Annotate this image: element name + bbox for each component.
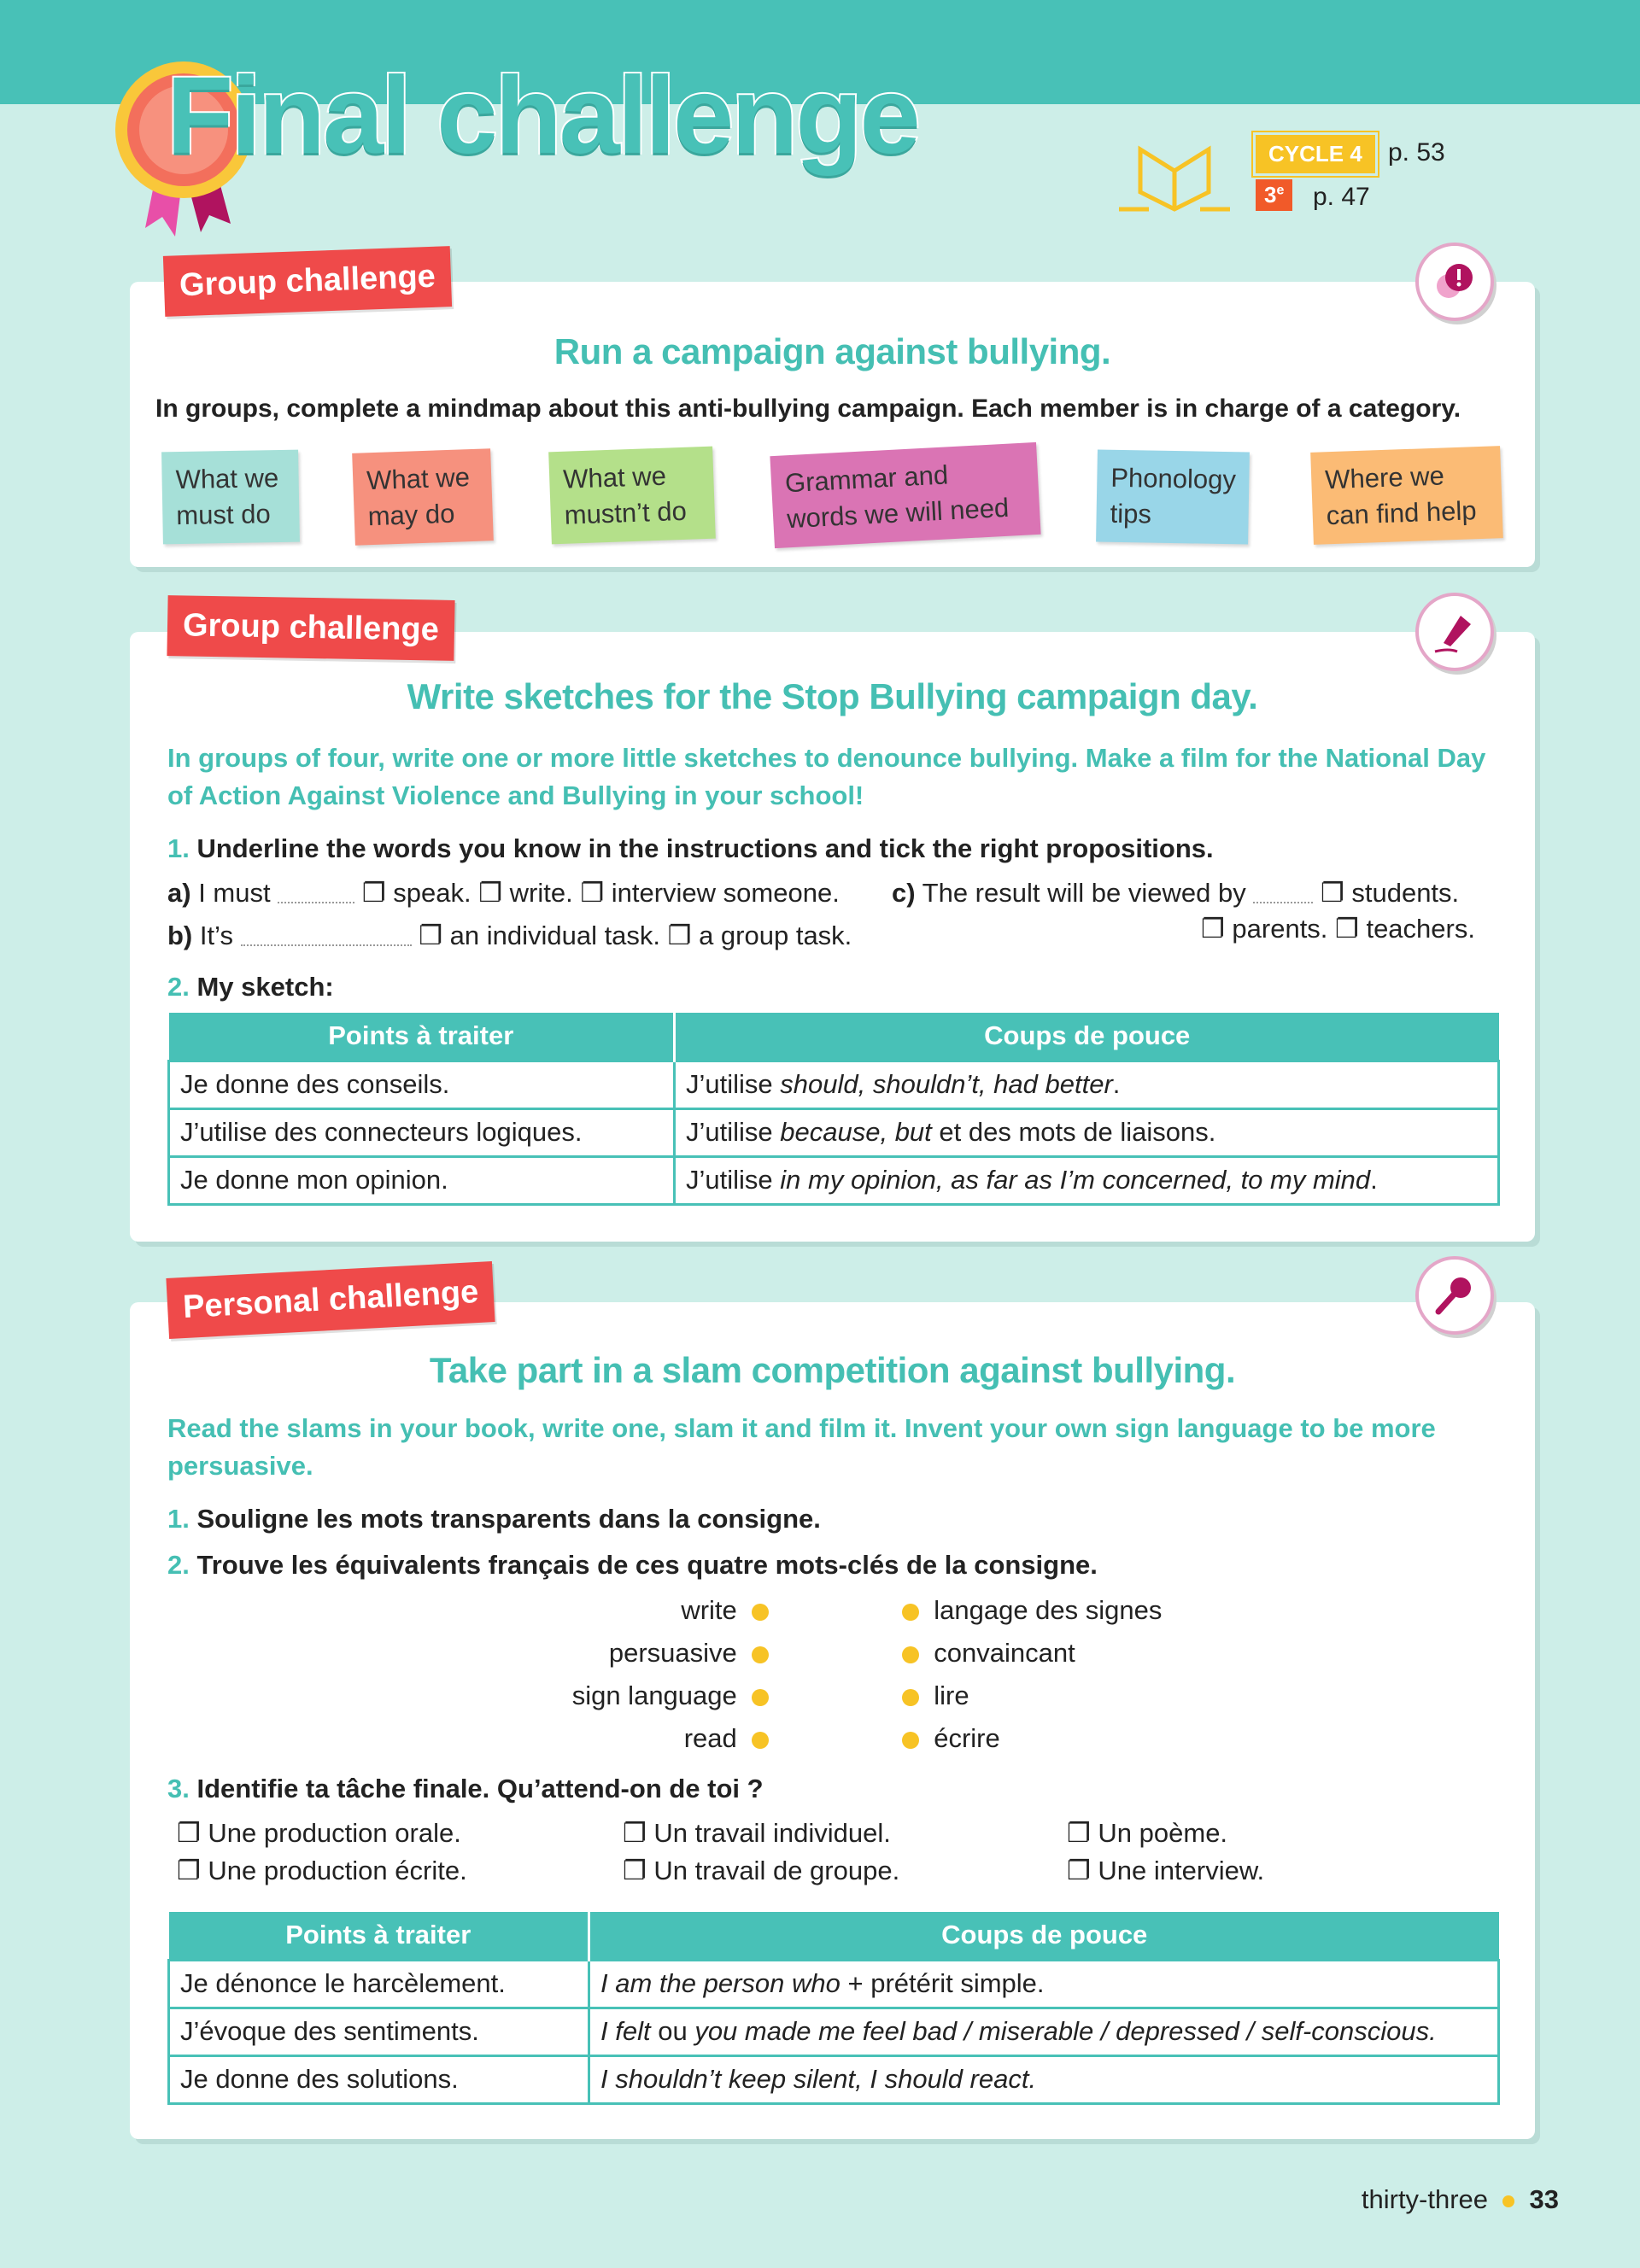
- checkbox-option[interactable]: ❐ speak.: [361, 878, 472, 908]
- item-a: [167, 878, 840, 909]
- personal-challenge-card: [130, 1273, 1535, 2139]
- challenge-tag: Group challenge: [163, 246, 452, 317]
- blank-line[interactable]: [1253, 886, 1313, 903]
- question-text: Souligne les mots transparents dans la consigne.: [196, 1504, 821, 1534]
- cell-text: J’utilise: [686, 1117, 781, 1147]
- question-text: Identifie ta tâche finale. Qu’attend-on de toi ?: [196, 1774, 764, 1803]
- cell-italic: should, shouldn’t, had better: [780, 1069, 1113, 1099]
- cell-italic: I shouldn’t keep silent, I should react.: [600, 2064, 1037, 2094]
- question-text: My sketch:: [196, 972, 334, 1002]
- sticky-note: [1096, 449, 1250, 544]
- options-col-2: [623, 1815, 899, 1890]
- page-footer: [1362, 2184, 1559, 2215]
- question-number: 1.: [167, 1504, 190, 1534]
- group-challenge-card-1: [130, 258, 1535, 567]
- item-label: c): [892, 878, 916, 908]
- item-label: b): [167, 921, 193, 950]
- cell-text: .: [1112, 1069, 1121, 1099]
- match-dot[interactable]: [752, 1732, 769, 1749]
- book-references: [1115, 128, 1473, 222]
- match-item[interactable]: [902, 1632, 1162, 1675]
- table-cell: J’utilise des connecteurs logiques.: [169, 1108, 675, 1156]
- table-cell: [589, 2008, 1499, 2055]
- note-line: tips: [1110, 498, 1152, 529]
- fountain-pen-icon: [1415, 593, 1494, 671]
- table-cell: [675, 1108, 1499, 1156]
- question-3: [167, 1774, 764, 1804]
- match-word: write: [681, 1595, 737, 1625]
- match-dot[interactable]: [902, 1732, 919, 1749]
- match-word: convaincant: [934, 1638, 1075, 1668]
- page-title: Final challenge: [167, 55, 918, 177]
- note-line: words we will need: [786, 492, 1010, 535]
- match-dot[interactable]: [902, 1604, 919, 1621]
- note-line: can find help: [1326, 495, 1478, 531]
- sketch-table: [167, 1013, 1500, 1206]
- match-item[interactable]: [902, 1589, 1162, 1632]
- match-word: langage des signes: [934, 1595, 1163, 1625]
- checkbox-option[interactable]: ❐ students.: [1320, 878, 1460, 908]
- challenge-tag: Group challenge: [167, 595, 454, 661]
- card-instruction: In groups of four, write one or more little sketches to denounce bullying. Make a film for the National Day of Action Against Violence and Bullying in your school!: [167, 743, 1486, 810]
- match-dot[interactable]: [902, 1646, 919, 1663]
- question-text: Underline the words you know in the instructions and tick the right propositions.: [196, 833, 1214, 863]
- table-row: [169, 2055, 1499, 2103]
- column-header: Coups de pouce: [675, 1013, 1499, 1061]
- card-instruction: In groups, complete a mindmap about this anti-bullying campaign. Each member is in charge of a category.: [155, 395, 1461, 423]
- cell-text: ou: [650, 2016, 695, 2046]
- slam-table: [167, 1912, 1500, 2105]
- grade-badge: [1256, 179, 1292, 211]
- question-text: Trouve les équivalents français de ces quatre mots-clés de la consigne.: [196, 1550, 1098, 1580]
- checkbox-option[interactable]: ❐ a group task.: [667, 921, 852, 950]
- matching-left: [386, 1589, 769, 1760]
- note-line: What we: [366, 462, 471, 496]
- cell-italic: I felt: [600, 2016, 651, 2046]
- item-c: [892, 878, 1459, 909]
- match-item[interactable]: [386, 1675, 769, 1717]
- table-row: [169, 1061, 1499, 1108]
- column-header: Coups de pouce: [589, 1912, 1499, 1960]
- column-header: Points à traiter: [169, 1013, 675, 1061]
- checkbox-option[interactable]: ❐ Un travail individuel.: [623, 1818, 891, 1848]
- table-row: [169, 1156, 1499, 1204]
- note-line: mustn’t do: [564, 495, 688, 530]
- cell-text: J’utilise: [686, 1165, 781, 1195]
- sticky-note: [161, 450, 300, 545]
- question-2: [167, 1550, 1098, 1581]
- grade-page: p. 47: [1313, 183, 1370, 211]
- reading-book-icon: [1115, 132, 1234, 218]
- checkbox-option[interactable]: ❐ Une production écrite.: [177, 1856, 467, 1885]
- blank-line[interactable]: [278, 886, 354, 903]
- cell-text: .: [1370, 1165, 1378, 1195]
- card-heading: Write sketches for the Stop Bullying campaign day.: [407, 676, 1258, 716]
- question-number: 3.: [167, 1774, 190, 1803]
- note-line: may do: [367, 498, 455, 532]
- item-b: [167, 921, 852, 951]
- options-col-3: [1067, 1815, 1264, 1890]
- note-line: Grammar and: [784, 459, 949, 499]
- question-number: 2.: [167, 1550, 190, 1580]
- question-number: 2.: [167, 972, 190, 1002]
- item-label: a): [167, 878, 191, 908]
- options-col-1: [177, 1815, 467, 1890]
- question-1: [167, 833, 1214, 864]
- match-dot[interactable]: [752, 1604, 769, 1621]
- question-2: [167, 972, 334, 1002]
- microphone-icon: [1415, 1256, 1494, 1335]
- cell-italic: because, but: [780, 1117, 932, 1147]
- checkbox-option[interactable]: ❐ Un travail de groupe.: [623, 1856, 900, 1885]
- table-cell: [589, 1960, 1499, 2008]
- column-header: Points à traiter: [169, 1912, 589, 1960]
- table-cell: Je dénonce le harcèlement.: [169, 1960, 589, 2008]
- match-item[interactable]: [386, 1632, 769, 1675]
- cycle-page: p. 53: [1388, 138, 1445, 167]
- checkbox-option[interactable]: ❐ parents.: [1201, 914, 1328, 944]
- table-cell: [675, 1156, 1499, 1204]
- match-item[interactable]: [902, 1717, 1162, 1760]
- checkbox-option[interactable]: ❐ Un poème.: [1067, 1818, 1228, 1848]
- sticky-note: [352, 448, 494, 546]
- table-cell: [589, 2055, 1499, 2103]
- item-c-more: [1201, 914, 1475, 944]
- cell-italic: you made me feel bad / miserable / depressed / self-conscious.: [694, 2016, 1437, 2046]
- match-item[interactable]: [386, 1589, 769, 1632]
- checkbox-option[interactable]: ❐ interview someone.: [580, 878, 840, 908]
- match-item[interactable]: [386, 1717, 769, 1760]
- speech-exclamation-icon: [1415, 243, 1494, 321]
- cell-text: + prétérit simple.: [840, 1968, 1045, 1998]
- table-cell: Je donne des conseils.: [169, 1061, 675, 1108]
- checkbox-option[interactable]: ❐ write.: [478, 878, 573, 908]
- blank-line[interactable]: [241, 929, 412, 946]
- question-1: [167, 1504, 821, 1534]
- cell-text: et des mots de liaisons.: [931, 1117, 1216, 1147]
- table-row: [169, 1960, 1499, 2008]
- match-word: persuasive: [608, 1638, 737, 1668]
- match-word: écrire: [934, 1723, 1000, 1753]
- note-line: must do: [176, 499, 271, 531]
- card-heading: Run a campaign against bullying.: [554, 331, 1111, 371]
- item-text: It’s: [199, 921, 233, 950]
- table-cell: Je donne des solutions.: [169, 2055, 589, 2103]
- group-challenge-card-2: [130, 607, 1535, 1242]
- table-cell: J’évoque des sentiments.: [169, 2008, 589, 2055]
- item-text: I must: [198, 878, 271, 908]
- match-word: read: [683, 1723, 737, 1753]
- sticky-note: [548, 447, 716, 545]
- match-dot[interactable]: [752, 1689, 769, 1706]
- sticky-note: [1310, 446, 1503, 545]
- match-word: sign language: [571, 1681, 737, 1710]
- table-row: [169, 2008, 1499, 2055]
- match-item[interactable]: [902, 1675, 1162, 1717]
- card-heading: Take part in a slam competition against bullying.: [429, 1350, 1236, 1390]
- note-line: Phonology: [1110, 462, 1237, 495]
- checkbox-option[interactable]: ❐ Une interview.: [1067, 1856, 1265, 1885]
- checkbox-option[interactable]: ❐ teachers.: [1335, 914, 1475, 944]
- sticky-note: [770, 442, 1040, 548]
- grade-sup: e: [1276, 183, 1285, 198]
- card-instruction: Read the slams in your book, write one, slam it and film it. Invent your own sign language to be more persuasive.: [167, 1413, 1436, 1481]
- matching-right: [902, 1589, 1162, 1760]
- table-row: [169, 1108, 1499, 1156]
- cell-text: J’utilise: [686, 1069, 781, 1099]
- table-cell: Je donne mon opinion.: [169, 1156, 675, 1204]
- checkbox-option[interactable]: ❐ Une production orale.: [177, 1818, 461, 1848]
- bullet-icon: [1502, 2195, 1514, 2207]
- challenge-tag: Personal challenge: [166, 1261, 495, 1339]
- cell-italic: I am the person who: [600, 1968, 840, 1998]
- match-dot[interactable]: [752, 1646, 769, 1663]
- note-line: What we: [562, 460, 667, 494]
- item-text: The result will be viewed by: [922, 878, 1246, 908]
- cell-italic: in my opinion, as far as I’m concerned, to my mind: [780, 1165, 1371, 1195]
- cycle-badge: CYCLE 4: [1256, 135, 1375, 173]
- page-number: 33: [1529, 2184, 1559, 2214]
- match-dot[interactable]: [902, 1689, 919, 1706]
- question-number: 1.: [167, 833, 190, 863]
- match-word: lire: [934, 1681, 969, 1710]
- checkbox-option[interactable]: ❐ an individual task.: [419, 921, 661, 950]
- note-line: What we: [175, 463, 279, 495]
- table-cell: [675, 1061, 1499, 1108]
- note-line: Where we: [1324, 460, 1445, 495]
- grade-label: 3: [1264, 182, 1277, 208]
- page-number-words: thirty-three: [1361, 2184, 1489, 2214]
